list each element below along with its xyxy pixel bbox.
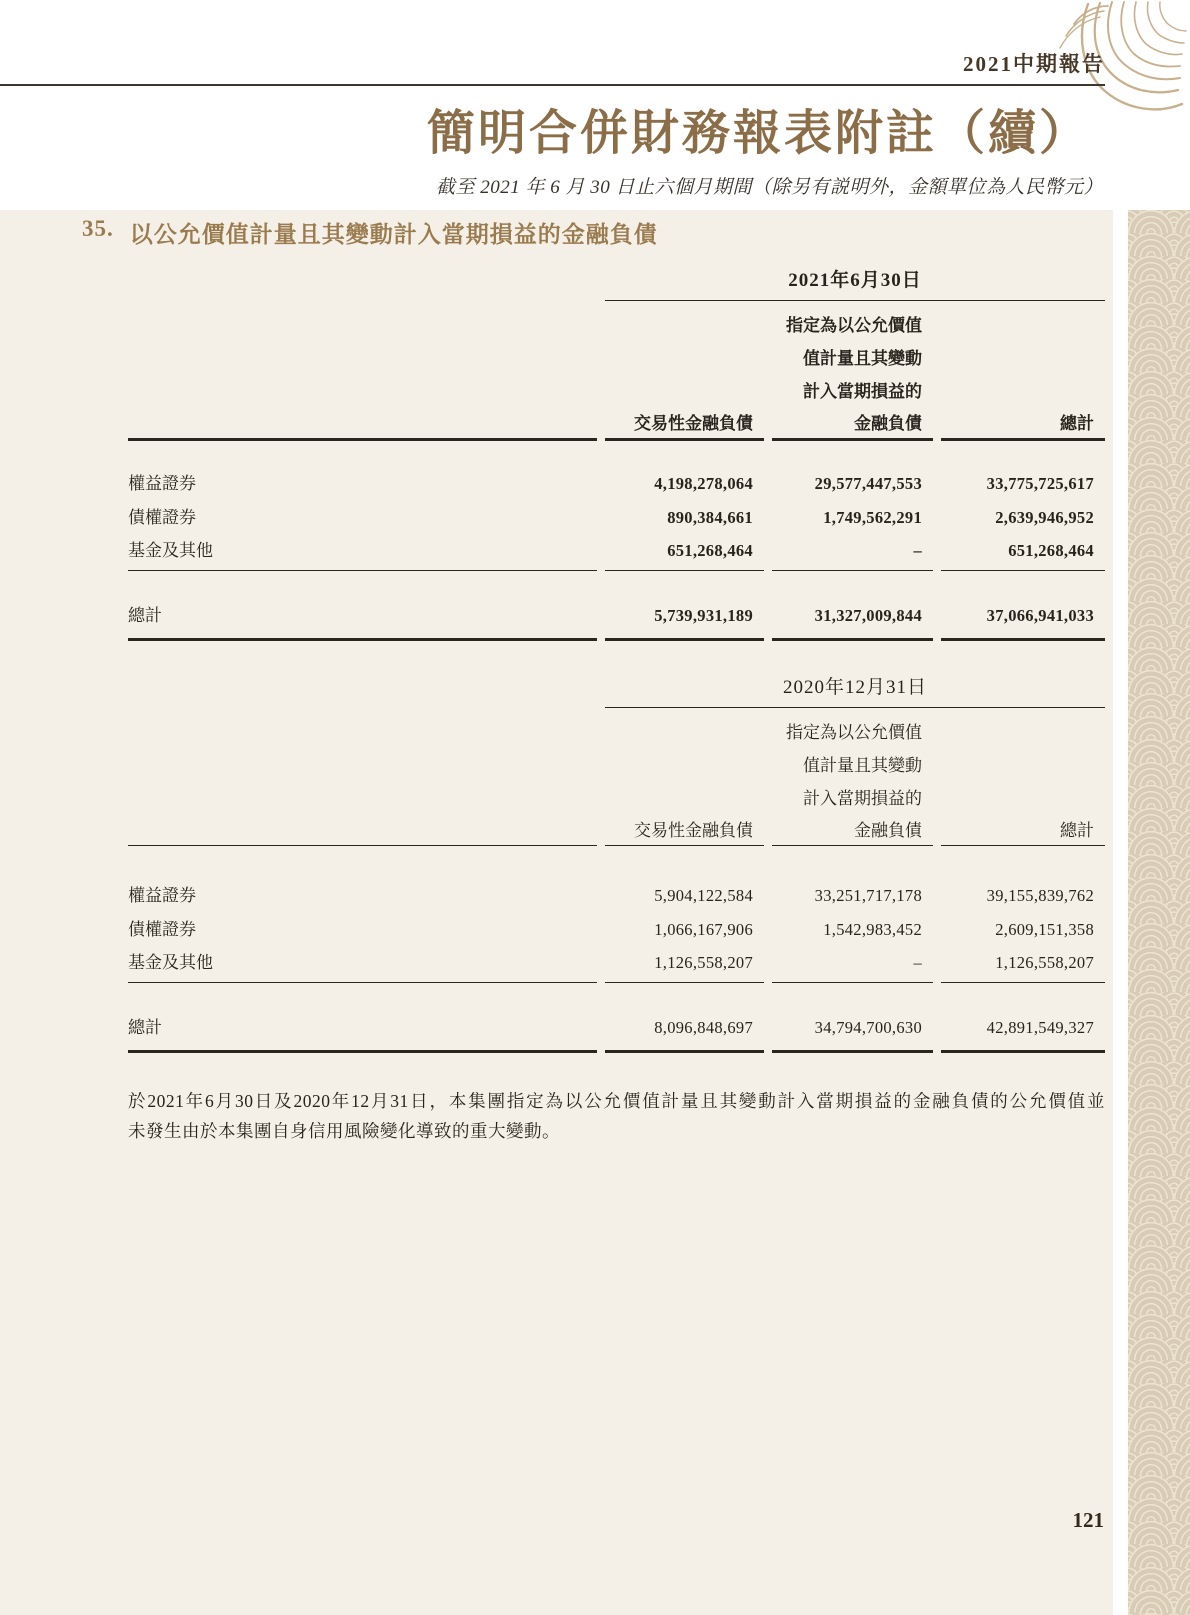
table-date-row [128,255,1105,301]
header-spacer [128,301,597,441]
cell-trading: 651,268,464 [605,534,764,571]
row-label: 基金及其他 [128,534,597,571]
section-heading [82,216,658,249]
page-title: 簡明合併財務報表附註（續） [426,107,1090,160]
row-label: 基金及其他 [128,946,597,983]
page-subtitle: 截至 2021 年 6 月 30 日止六個月期間（除另有説明外，金額單位為人民幣元） [435,177,1103,198]
header-spacer [128,708,597,846]
note-line: 於2021年6月30日及2020年12月31日，本集團指定為以公允價值計量且其變動計入當期損益的金融負債的公允價值並 [128,1091,1105,1111]
row-label: 債權證券 [128,507,196,527]
cell-designated: 33,251,717,178 [814,886,922,905]
cell-designated: – [772,946,933,983]
table-total-row [128,599,1105,642]
header-rule [0,84,1105,86]
table-row [128,534,1105,571]
section-title: 以公允價值計量且其變動計入當期損益的金融負債 [129,222,658,247]
table-total-row [128,1011,1105,1054]
table-date-row [128,662,1105,708]
page-number: 121 [1072,1508,1104,1532]
cell-total: 1,126,558,207 [941,946,1105,983]
total-trading: 5,739,931,189 [605,599,764,642]
table-row [128,946,1105,983]
cell-total: 33,775,725,617 [986,474,1094,493]
total-designated: 31,327,009,844 [772,599,933,642]
row-label: 權益證券 [128,886,196,905]
table-column-headers [128,708,1105,846]
section-number: 35. [82,216,114,241]
col-header-trading: 交易性金融負債 [605,708,764,846]
table-date: 2020年12月31日 [605,662,1105,708]
note-line: 未發生由於本集團自身信用風險變化導致的重大變動。 [128,1121,560,1141]
cell-trading: 1,066,167,906 [654,919,753,939]
table-date: 2021年6月30日 [605,255,1105,301]
col-header-designated: 指定為以公允價值 值計量且其變動 計入當期損益的 金融負債 [772,708,933,846]
cell-designated: 1,749,562,291 [823,507,922,527]
col-header-designated: 指定為以公允價值 值計量且其變動 計入當期損益的 金融負債 [772,301,933,441]
cell-designated: – [772,534,933,571]
row-label: 債權證券 [128,919,196,939]
total-label: 總計 [128,599,597,642]
cell-total: 2,609,151,358 [995,919,1094,939]
table-row [128,467,1105,501]
table-row [128,501,1105,535]
total-trading: 8,096,848,697 [605,1011,764,1054]
cell-trading: 1,126,558,207 [605,946,764,983]
table-body [128,467,1105,571]
table-body [128,879,1105,983]
cell-trading: 4,198,278,064 [654,474,753,493]
total-label: 總計 [128,1011,597,1054]
table-row [128,913,1105,947]
table-column-headers [128,301,1105,441]
report-badge: 2021中期報告 [963,52,1105,76]
total-total: 42,891,549,327 [941,1011,1105,1054]
cell-total: 39,155,839,762 [986,886,1094,905]
total-designated: 34,794,700,630 [772,1011,933,1054]
cell-trading: 5,904,122,584 [654,886,753,905]
cell-designated: 1,542,983,452 [823,919,922,939]
col-header-total: 總計 [941,708,1105,846]
cell-trading: 890,384,661 [667,507,753,527]
cell-total: 651,268,464 [941,534,1105,571]
table-row [128,879,1105,913]
financial-table-2020-12-31 [128,662,1105,1053]
note-paragraph [128,1086,1105,1146]
col-header-total: 總計 [941,301,1105,441]
col-header-trading: 交易性金融負債 [605,301,764,441]
total-total: 37,066,941,033 [941,599,1105,642]
financial-table-2021-06-30 [128,255,1105,641]
seigaiha-pattern-strip [1128,210,1190,1615]
cell-total: 2,639,946,952 [995,507,1094,527]
row-label: 權益證券 [128,474,196,493]
cell-designated: 29,577,447,553 [814,474,922,493]
